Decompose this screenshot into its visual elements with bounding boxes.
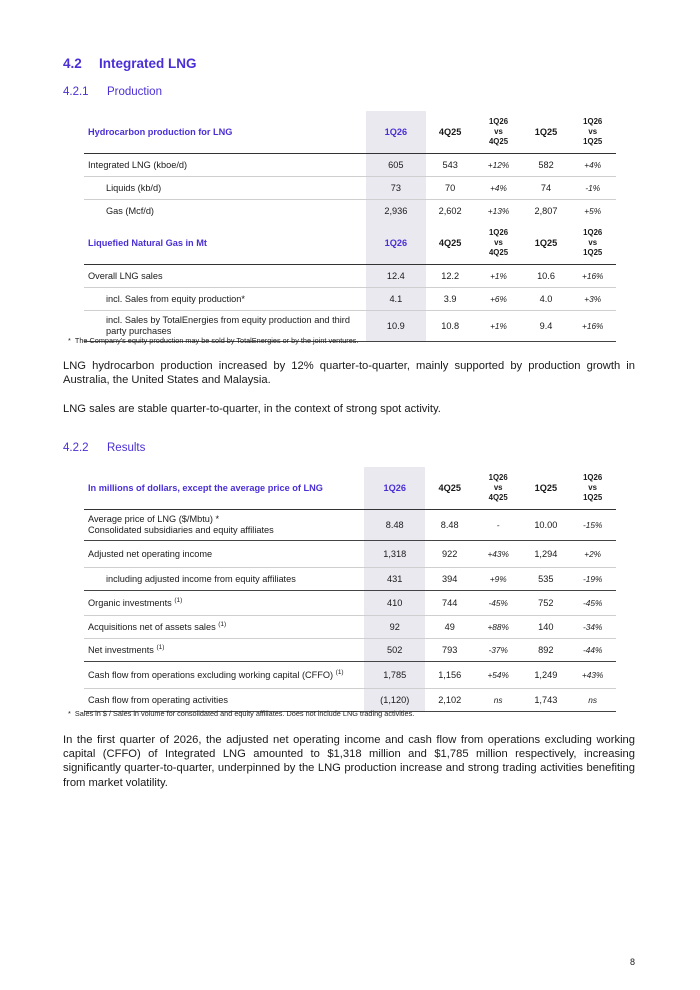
row-label: Integrated LNG (kboe/d): [84, 154, 366, 177]
cell: 4.0: [523, 288, 570, 311]
footnote-results: [68, 709, 414, 718]
table-row: [84, 265, 616, 288]
cell: 543: [426, 154, 474, 177]
cell: -45%: [474, 591, 522, 616]
row-label-text: Cash flow from operations excluding working capital (CFFO): [88, 670, 334, 681]
col-header: 1Q26: [366, 222, 426, 265]
footnote-text: Sales in $ / Sales in volume for consolidated and equity affiliates. Does not include LNG trading activities.: [74, 709, 415, 718]
cell: 8.48: [440, 520, 459, 530]
cell: -45%: [569, 591, 616, 616]
cell: +43%: [569, 662, 616, 689]
footnote-ref: (1): [218, 621, 227, 629]
cell: 4.1: [366, 288, 426, 311]
paragraph-results: In the first quarter of 2026, the adjusted net operating income and cash flow from operations excluding working capital (CFFO) of Integrated LNG amounted to $1,318 million and $1,785 million respectively, increasing significantly quarter-to-quarter, underpinned by the LNG production increase and strong trading activities benefiting from market volatility.: [63, 734, 635, 789]
row-label: including adjusted income from equity affiliates: [106, 574, 296, 584]
table-row: [84, 591, 616, 616]
cell: 140: [522, 616, 569, 639]
row-label: [84, 639, 364, 662]
row-label: [84, 591, 364, 616]
cell: -44%: [582, 645, 603, 655]
row-label-text: Acquisitions net of assets sales: [88, 622, 216, 633]
row-label: Overall LNG sales: [84, 265, 366, 288]
subsection-title-text: Results: [107, 442, 146, 454]
table-header-row: [84, 222, 616, 265]
row-label: incl. Sales from equity production*: [84, 288, 366, 311]
cell: +5%: [584, 206, 602, 216]
cell: 1,294: [522, 541, 569, 568]
cell: -34%: [569, 616, 616, 639]
cell: 73: [366, 177, 426, 200]
row-label-text: Net investments: [88, 645, 154, 656]
cell: 431: [364, 568, 425, 591]
cell: 12.4: [366, 265, 426, 288]
cell: 793: [442, 645, 458, 655]
section-title: [63, 56, 197, 71]
cell: 10.6: [523, 265, 570, 288]
footnote-marker: *: [68, 709, 71, 718]
col-header: 1Q26 vs 1Q25: [569, 222, 616, 265]
cell: -1%: [569, 177, 616, 200]
row-label-line: Consolidated subsidiaries and equity affiliates: [88, 525, 274, 535]
cell: 1,249: [522, 662, 569, 689]
cell: +3%: [569, 288, 616, 311]
col-header: 1Q26: [366, 111, 426, 154]
row-label: [84, 616, 364, 639]
table-row: [84, 154, 616, 177]
table-row: [84, 616, 616, 639]
table-header-label: Liquefied Natural Gas in Mt: [84, 222, 366, 265]
footnote-ref: (1): [156, 644, 165, 652]
col-header: 4Q25: [426, 222, 474, 265]
production-table: [84, 111, 616, 342]
cell: +88%: [474, 616, 522, 639]
col-header: 1Q26 vs 4Q25: [474, 467, 522, 510]
footnote-production: [68, 336, 358, 345]
row-label-text: Organic investments: [88, 598, 172, 609]
col-header: 1Q26: [364, 467, 425, 510]
col-header: 4Q25: [425, 467, 474, 510]
table-header-row: [84, 111, 616, 154]
cell: 2,807: [534, 206, 558, 216]
col-header: 1Q25: [523, 111, 570, 154]
col-header: 4Q25: [426, 111, 474, 154]
table-row: [84, 177, 616, 200]
cell: 8.48: [364, 510, 425, 541]
row-label: [84, 510, 364, 541]
table-row: [84, 568, 616, 591]
cell: +12%: [474, 154, 522, 177]
row-label: Liquids (kb/d): [84, 177, 366, 200]
cell: 1,318: [364, 541, 425, 568]
cell: 92: [364, 616, 425, 639]
cell: 9.4: [539, 321, 553, 331]
cell: 582: [523, 154, 570, 177]
col-header: 1Q26 vs 1Q25: [569, 111, 616, 154]
cell: (1,120): [364, 689, 425, 712]
cell: -19%: [582, 574, 603, 584]
cell: 922: [425, 541, 474, 568]
col-header: 1Q26 vs 1Q25: [569, 467, 616, 510]
col-header: 1Q25: [522, 467, 569, 510]
cell: +43%: [474, 541, 522, 568]
cell: 744: [425, 591, 474, 616]
cell: 10.00: [534, 520, 558, 530]
subsection-results-title: [63, 442, 145, 454]
cell: +9%: [489, 574, 507, 584]
cell: +4%: [569, 154, 616, 177]
section-title-text: Integrated LNG: [99, 56, 197, 71]
cell: +13%: [487, 206, 510, 216]
cell: 394: [442, 574, 458, 584]
table-row: [84, 662, 616, 689]
cell: 1,156: [425, 662, 474, 689]
col-header: 1Q26 vs 4Q25: [474, 111, 522, 154]
footnote-ref: (1): [335, 669, 344, 677]
table-row: [84, 541, 616, 568]
cell: +16%: [569, 265, 616, 288]
section-number: 4.2: [63, 56, 82, 71]
table-row: [84, 200, 616, 223]
footnote-marker: *: [68, 336, 71, 345]
table-row: [84, 288, 616, 311]
cell: +2%: [569, 541, 616, 568]
paragraph-production: LNG hydrocarbon production increased by 12% quarter-to-quarter, mainly supported by production growth in Australia, the United States and Malaysia.: [63, 360, 635, 387]
row-label: Gas (Mcf/d): [106, 206, 154, 216]
subsection-title-text: Production: [107, 86, 162, 98]
cell: 3.9: [426, 288, 474, 311]
footnote-text: The Company's equity production may be sold by TotalEnergies or by the joint ventures.: [74, 336, 359, 345]
cell: +1%: [490, 321, 507, 331]
paragraph-sales: LNG sales are stable quarter-to-quarter, in the context of strong spot activity.: [63, 403, 441, 415]
table-header-label: In millions of dollars, except the average price of LNG: [84, 467, 364, 510]
subsection-number: 4.2.1: [63, 86, 89, 98]
cell: 535: [538, 574, 554, 584]
page-number: 8: [629, 957, 635, 967]
cell: 752: [522, 591, 569, 616]
subsection-number: 4.2.2: [63, 442, 89, 454]
cell: -15%: [582, 520, 603, 530]
cell: +54%: [474, 662, 522, 689]
cell: +6%: [474, 288, 522, 311]
cell: 49: [425, 616, 474, 639]
cell: 12.2: [426, 265, 474, 288]
cell: 10.9: [366, 311, 426, 342]
cell: 1,785: [364, 662, 425, 689]
cell: 502: [364, 639, 425, 662]
cell: 70: [426, 177, 474, 200]
cell: +16%: [581, 321, 604, 331]
col-header: 1Q26 vs 4Q25: [474, 222, 522, 265]
table-header-label: Hydrocarbon production for LNG: [84, 111, 366, 154]
cell: 10.8: [441, 321, 460, 331]
cell: 410: [364, 591, 425, 616]
cell: 74: [523, 177, 570, 200]
table-row: [84, 510, 616, 541]
row-label-line: Average price of LNG ($/Mbtu) *: [88, 514, 220, 524]
row-label: Adjusted net operating income: [84, 541, 364, 568]
table-row: [84, 639, 616, 662]
cell: 2,602: [438, 206, 462, 216]
cell: 2,936: [366, 200, 426, 223]
cell: ns: [588, 695, 598, 705]
table-header-row: [84, 467, 616, 510]
cell: ns: [493, 695, 503, 705]
row-label: [84, 662, 364, 689]
cell: 892: [538, 645, 554, 655]
cell: +4%: [474, 177, 522, 200]
cell: +1%: [474, 265, 522, 288]
results-table: [84, 467, 616, 712]
row-label: Cash flow from operating activities: [88, 695, 228, 705]
cell: -37%: [488, 645, 508, 655]
col-header: 1Q25: [523, 222, 570, 265]
row-label: incl. Sales by TotalEnergies from equity production and third party purchases: [106, 315, 350, 336]
cell: -: [496, 520, 500, 530]
cell: 2,102: [438, 695, 462, 705]
footnote-ref: (1): [174, 597, 183, 605]
cell: 1,743: [534, 695, 558, 705]
subsection-production-title: [63, 86, 162, 98]
cell: 605: [366, 154, 426, 177]
